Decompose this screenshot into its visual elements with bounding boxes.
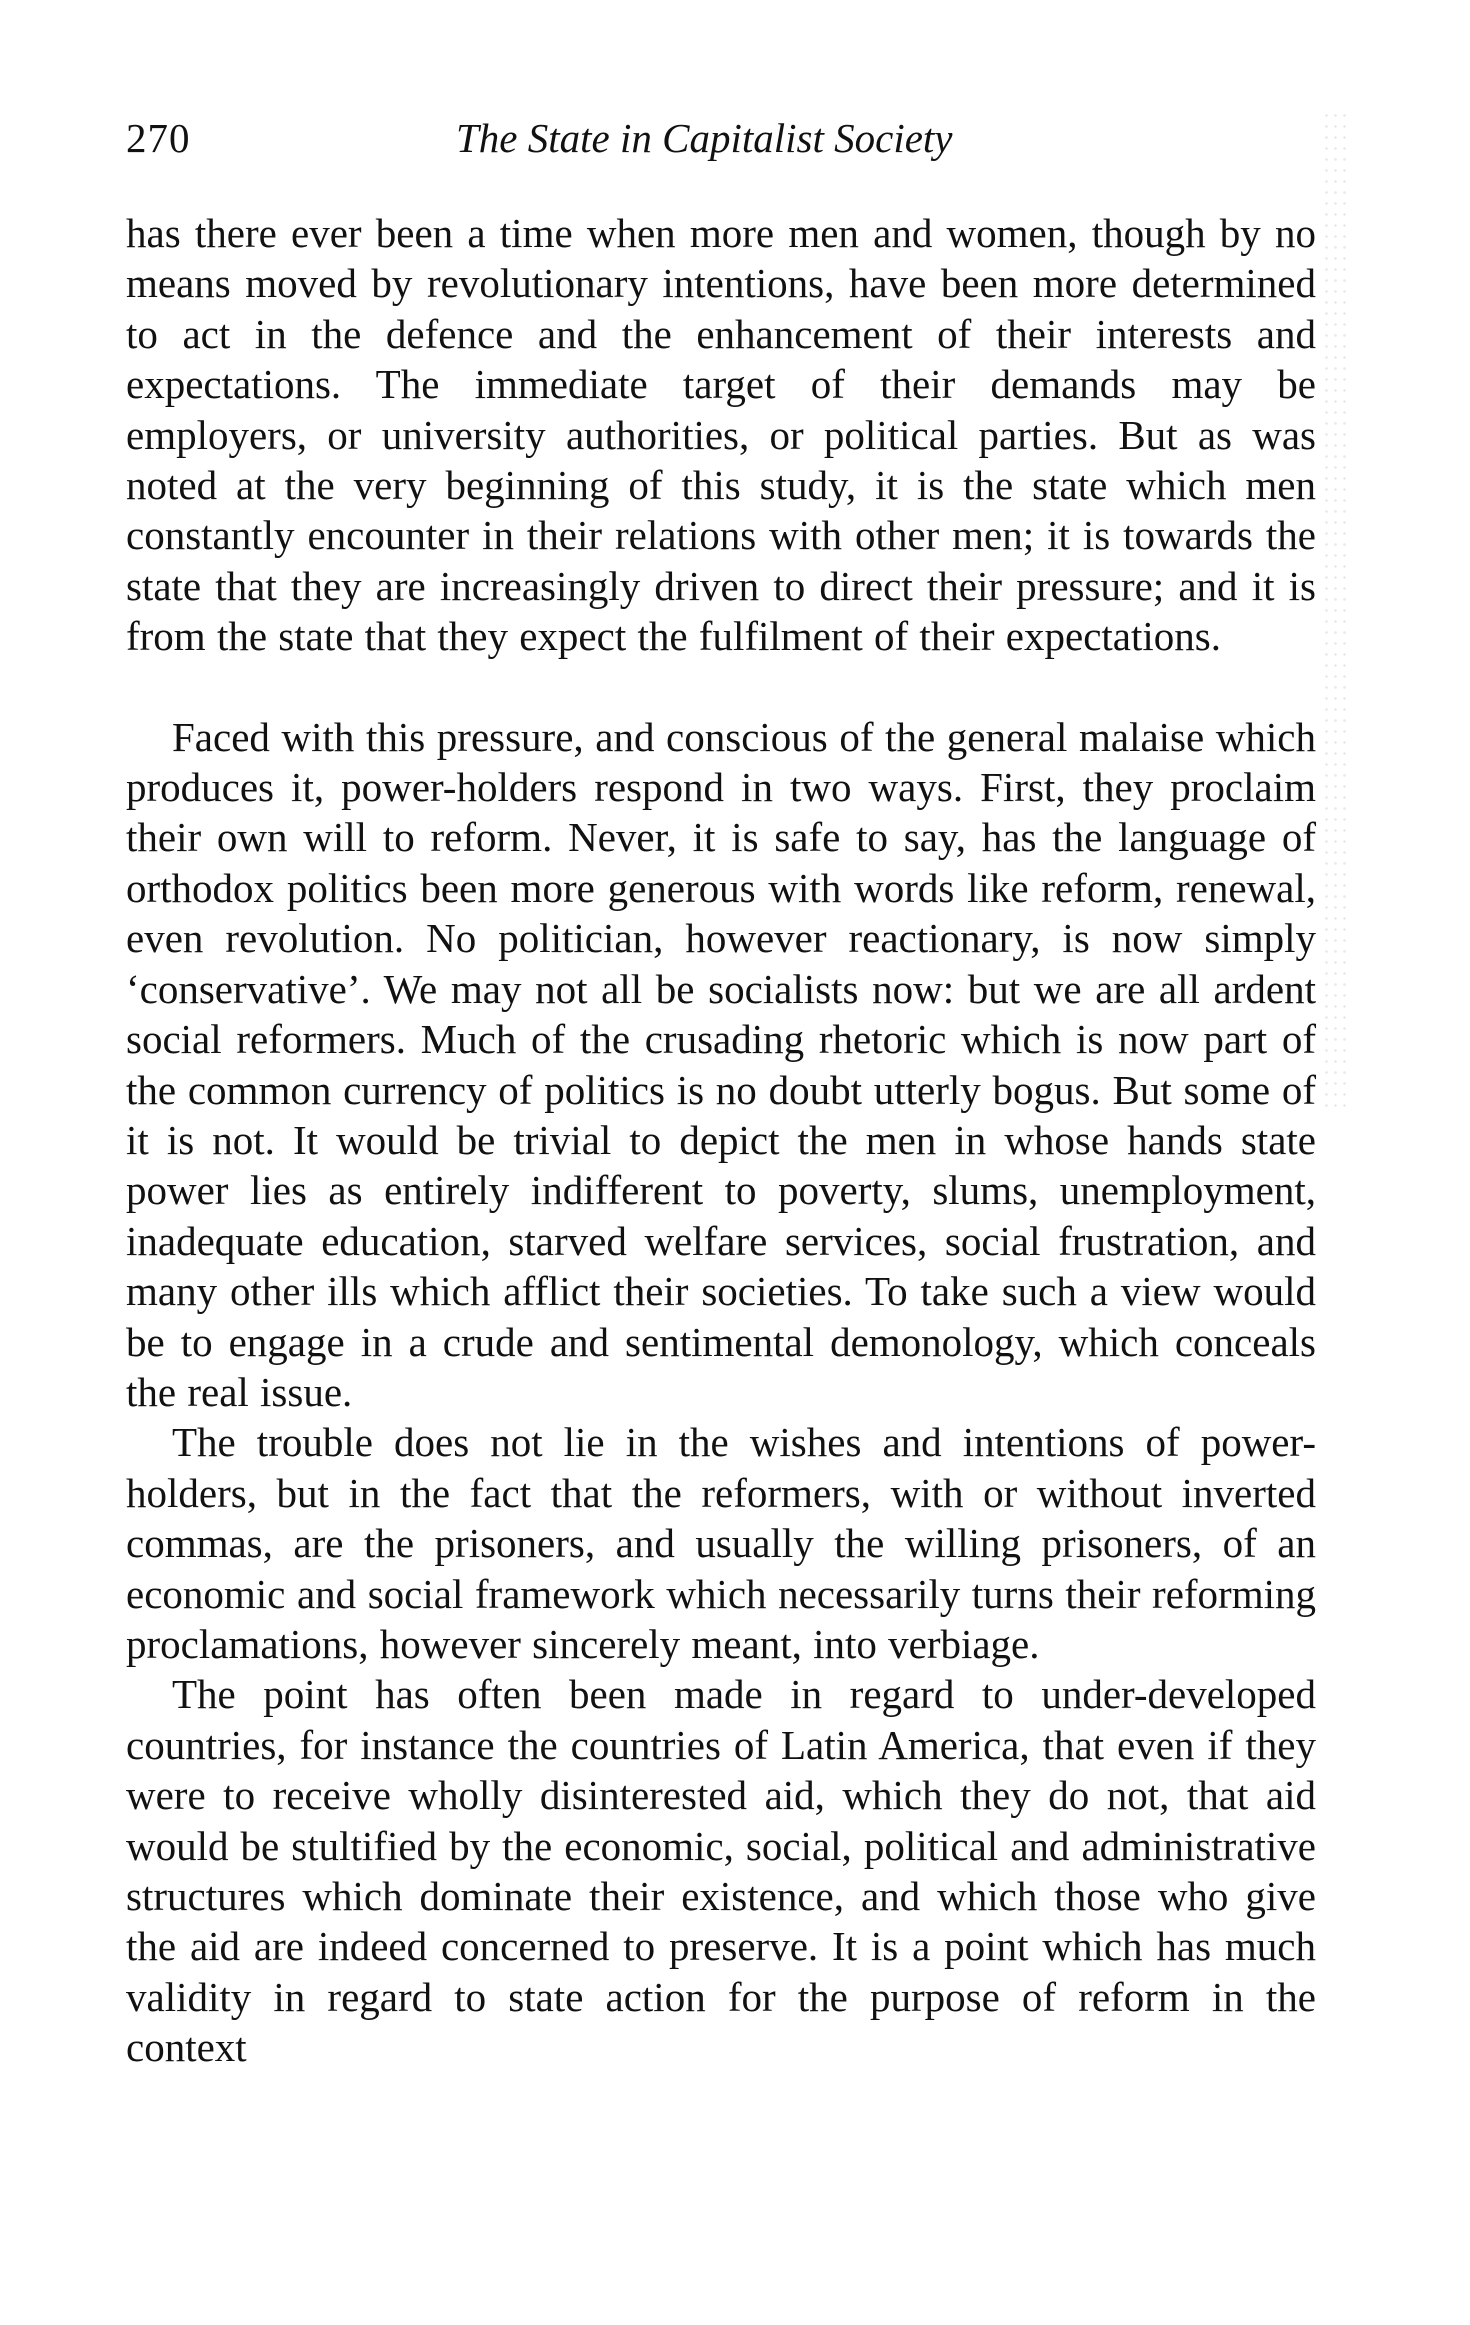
page-number: 270 — [126, 115, 191, 161]
running-title: The State in Capitalist Society — [456, 115, 953, 161]
paragraph-power-holders-response: Faced with this pressure, and conscious of the general malaise which produces it, power-holders respond in two ways. First, they proclaim their own will to reform. Never, it is safe to say, has the language of orthodox politics been more generous with words like reform, renewal, even revolution. No politician, however reactionary, is now simply ‘conservative’. We may not all be socialists now: but we are all ardent social reformers. Much of the crusading rhetoric which is now part of the common currency of politics is no doubt utterly bogus. But some of it is not. It would be trivial to depict the men in whose hands state power lies as entirely indifferent to poverty, slums, unemployment, inadequate education, starved welfare services, social frustration, and many other ills which afflict their societies. To take such a view would be to engage in a crude and sentimental demonology, which conceals the real issue. — [126, 713, 1316, 1415]
paragraph-under-developed-countries: The point has often been made in regard to under-developed countries, for instance the countries of Latin America, that even if they were to receive wholly disinterested aid, which they do not, that aid would be stultified by the economic, social, political and administrative structures which dominate their existence, and which those who give the aid are indeed concerned to preserve. It is a point which has much validity in regard to state action for the purpose of reform in the context — [126, 1671, 1316, 2071]
paragraph-trouble: The trouble does not lie in the wishes and intentions of power-holders, but in the fact that the reformers, with or without inverted commas, are the prisoners, and usually the willing prisoners, of an economic and social framework which necessarily turns their reforming proclamations, however sincerely meant, into verbiage. — [126, 1419, 1316, 1667]
paragraph-continued: has there ever been a time when more men and women, though by no means moved by revolutionary intentions, have been more determined to act in the defence and the enhancement of their interests and expectations. The immediate target of their demands may be employers, or university authorities, or political parties. But as was noted at the very beginning of this study, it is the state which men constantly encounter in their relations with other men; it is towards the state that they are increasingly driven to direct their pressure; and it is from the state that they expect the fulfilment of their expectations. — [126, 210, 1316, 660]
scan-gutter-noise — [1322, 110, 1352, 1110]
running-head — [126, 108, 1316, 168]
body-text — [126, 208, 1316, 2073]
